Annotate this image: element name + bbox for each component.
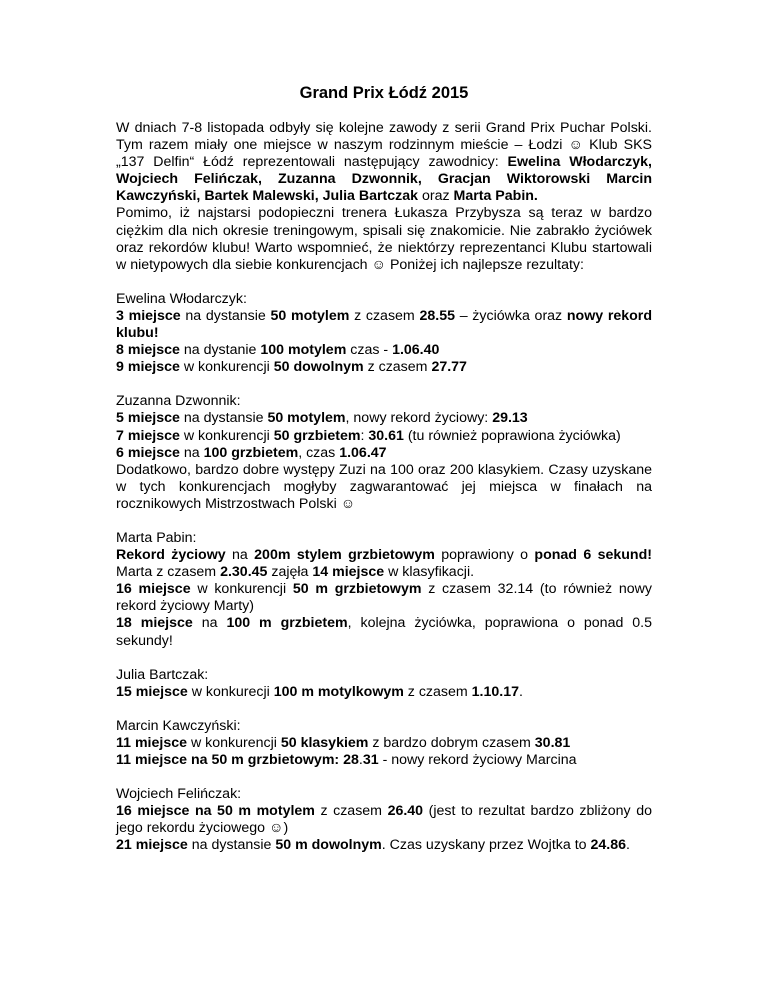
result-line: 18 miejsce na 100 m grzbietem, kolejna życiówka, poprawiona o ponad 0.5 sekundy! (116, 615, 653, 649)
document-page (116, 84, 652, 854)
result-line: 11 miejsce na 50 m grzbietowym: 28.31 - nowy rekord życiowy Marcina (116, 752, 577, 768)
result-line: 3 miejsce na dystansie 50 motylem z czasem 28.55 – życiówka oraz nowy rekord klubu! (116, 307, 652, 342)
result-line: 16 miejsce na 50 m motylem z czasem 26.40 (jest to rezultat bardzo zbliżony do jego rekordu życiowego ☺) (116, 803, 652, 837)
team-members: Ewelina Włodarczyk, Wojciech Felińczak, Zuzanna Dzwonnik, Gracjan Wiktorowski Marcin Kawczyński, Bartek Malewski, Julia Bartczak (116, 154, 652, 205)
intro-sentence-1: W dniach 7-8 listopada odbyły się kolejne zawody z serii Grand Prix Puchar Polski. Tym razem miały one miejsce w naszym rodzinnym mieście – Łodzi ☺ (116, 120, 652, 154)
athlete-name: Julia Bartczak: (116, 666, 209, 683)
result-line: 9 miejsce w konkurencji 50 dowolnym z czasem 27.77 (116, 359, 467, 376)
result-line: 6 miejsce na 100 grzbietem, czas 1.06.47 (116, 444, 387, 461)
result-line: 16 miejsce w konkurencji 50 m grzbietowym z czasem 32.14 (to również nowy rekord życiowy Marty) (116, 581, 652, 615)
result-line: 5 miejsce na dystansie 50 motylem, nowy rekord życiowy: 29.13 (116, 410, 528, 427)
summary-paragraph: Pomimo, iż najstarsi podopieczni trenera Łukasza Przybysza są teraz w bardzo ciężkim dla nich okresie treningowym, spisali się znakomicie. Nie zabrakło życiówek oraz rekordów klubu! Warto wspomnieć, że niektórzy reprezentanci Klubu startowali w nietypowych dla siebie konkurencjach ☺ Poniżej ich najlepsze rezultaty: (116, 205, 652, 273)
athlete-name: Marta Pabin: (116, 529, 197, 546)
team-member-last: Marta Pabin. (453, 188, 538, 205)
result-line: 8 miejsce na dystanie 100 motylem czas - 1.06.40 (116, 342, 440, 359)
athlete-name: Zuzanna Dzwonnik: (116, 393, 241, 410)
page-title: Grand Prix Łódź 2015 (299, 84, 469, 102)
intro-paragraph (116, 120, 652, 205)
athlete-name: Ewelina Włodarczyk: (116, 290, 247, 307)
athlete-name: Wojciech Felińczak: (116, 786, 242, 803)
result-line: Rekord życiowy na 200m stylem grzbietowym poprawiony o ponad 6 sekund! Marta z czasem 2.30.45 zajęła 14 miejsce w klasyfikacji. (116, 547, 652, 581)
athlete-name: Marcin Kawczyński: (116, 717, 241, 734)
intro-sentence-2: Klub SKS „137 Delfin“ Łódź reprezentowali następujący zawodnicy: (116, 137, 652, 171)
result-line: 7 miejsce w konkurencji 50 grzbietem: 30.61 (tu również poprawiona życiówka) (116, 427, 621, 444)
result-line: 15 miejsce w konkurecji 100 m motylkowym z czasem 1.10.17. (116, 683, 523, 700)
result-line: 21 miejsce na dystansie 50 m dowolnym. Czas uzyskany przez Wojtka to 24.86. (116, 837, 630, 854)
result-line: 11 miejsce w konkurencji 50 klasykiem z bardzo dobrym czasem 30.81 (116, 734, 571, 751)
intro-conjunction: oraz (418, 188, 454, 205)
result-note: Dodatkowo, bardzo dobre występy Zuzi na 100 oraz 200 klasykiem. Czasy uzyskane w tych konkurencjach mogłyby zagwarantować jej miejsca w finałach na rocznikowych Mistrzostwach Polski ☺ (116, 461, 652, 512)
